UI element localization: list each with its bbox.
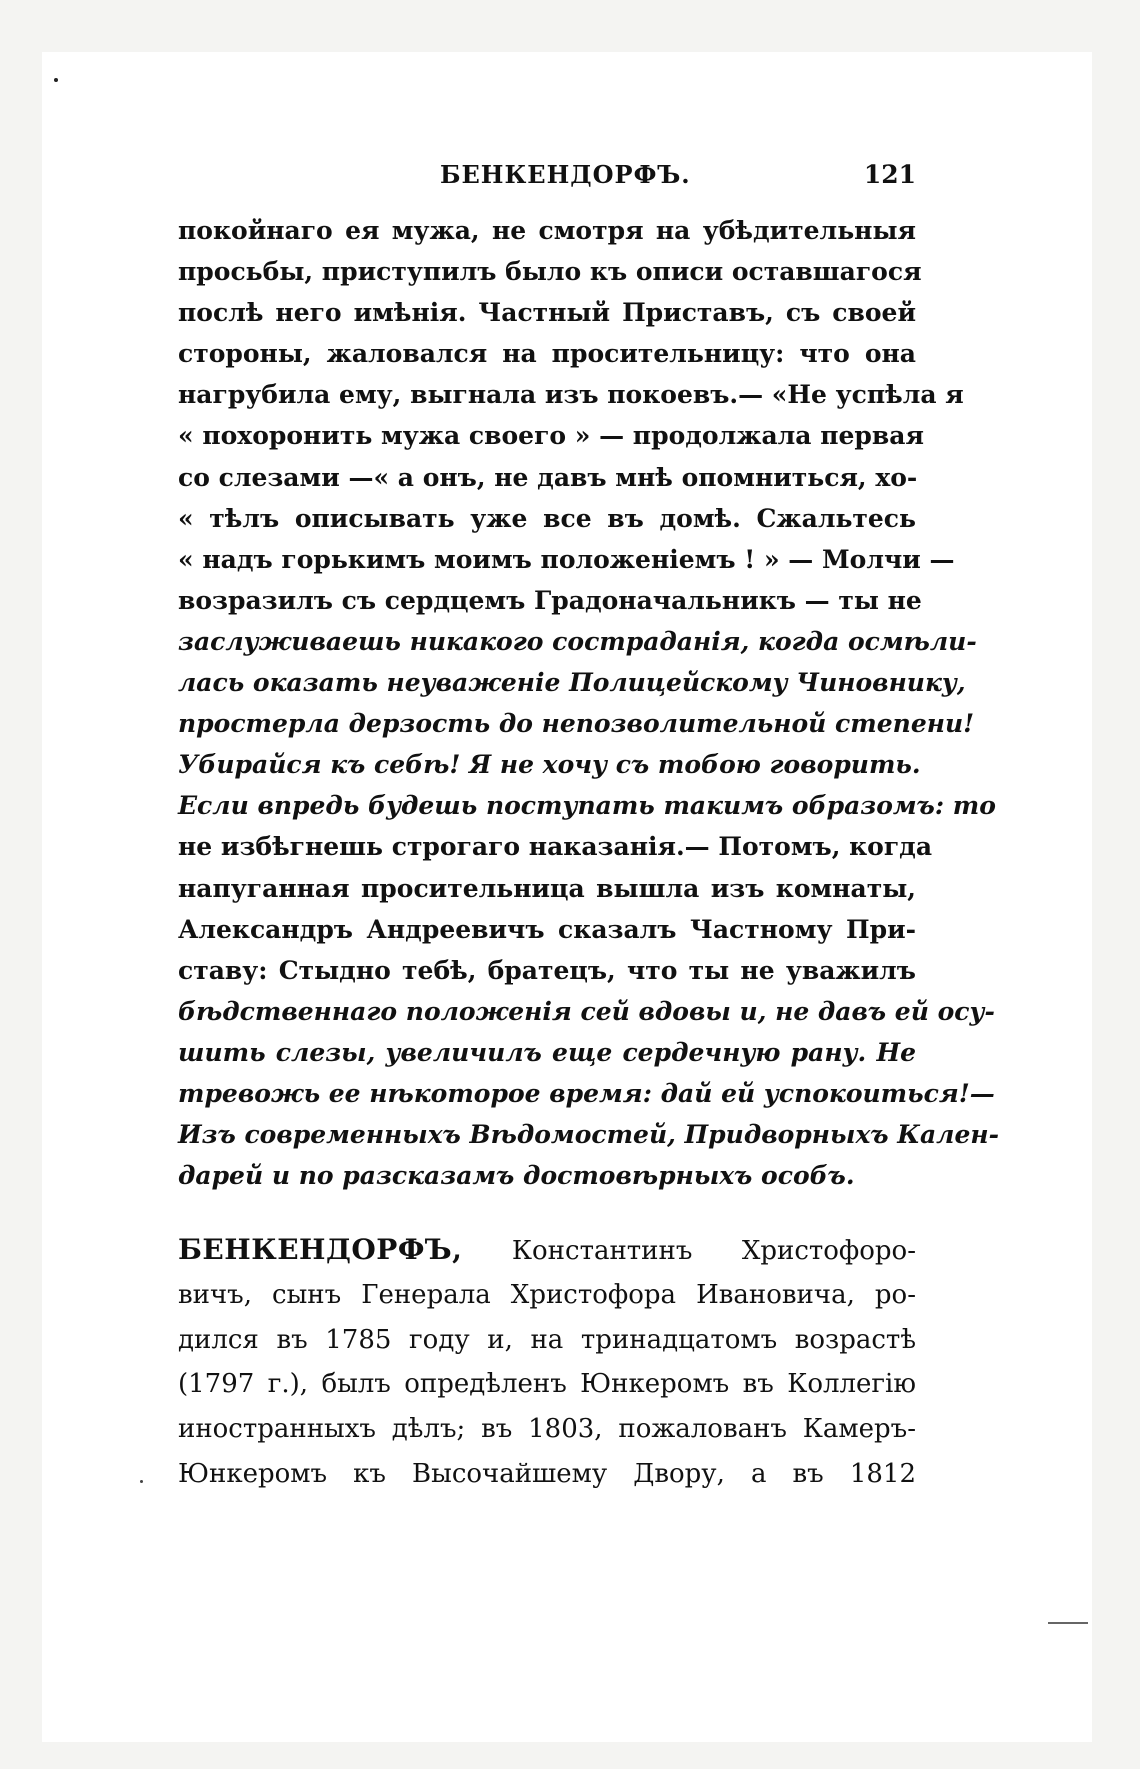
scan-speck [140, 1480, 143, 1483]
text-line: нагрубила ему, выгнала изъ покоевъ.— «Не успѣла я [178, 380, 964, 410]
text-line: ставу: Стыдно тебѣ, братецъ, что ты не уважилъ [178, 955, 916, 985]
text-line: со слезами —« а онъ, не давъ мнѣ опомниться, хо- [178, 462, 918, 492]
text-line: тревожь ее нѣкоторое время: дай ей успокоиться!— [178, 1078, 995, 1108]
text-line: « надъ горькимъ моимъ положеніемъ ! » — Молчи — [178, 544, 955, 574]
text-line: не избѣгнешь строгаго наказанія.— Потомъ, когда [178, 832, 933, 862]
entry-benkendorf [178, 1228, 916, 1497]
running-title: БЕНКЕНДОРФЪ. [440, 160, 691, 189]
text-line: Юнкеромъ къ Высочайшему Двору, а въ 1812 [178, 1458, 916, 1489]
text-line: простерла дерзость до непозволительной степени! [178, 709, 975, 739]
text-line: просьбы, приступилъ было къ описи оставшагося [178, 257, 922, 287]
text-line: Изъ современныхъ Вѣдомостей, Придворныхъ Кален- [178, 1120, 999, 1150]
entry-heading: БЕНКЕНДОРФЪ, [178, 1233, 463, 1266]
text-line: заслуживаешь никакого состраданія, когда осмѣли- [178, 626, 977, 656]
paragraph-1 [178, 210, 999, 1196]
scan-speck [54, 78, 58, 82]
text-line: стороны, жаловался на просительницу: что она [178, 339, 916, 369]
text-line: напуганная просительница вышла изъ комнаты, [178, 873, 916, 903]
page-number: 121 [863, 160, 916, 189]
text-line: бѣдственнаго положенія сей вдовы и, не давъ ей осу- [178, 996, 995, 1026]
text-line: покойнаго ея мужа, не смотря на убѣдительныя [178, 216, 916, 245]
text-line: лась оказать неуваженіе Полицейскому Чиновнику, [178, 668, 966, 698]
text-line: иностранныхъ дѣлъ; въ 1803, пожалованъ Камеръ- [178, 1414, 916, 1445]
text-line: шить слезы, увеличилъ еще сердечную рану. Не [178, 1037, 916, 1067]
text-line: (1797 г.), былъ опредѣленъ Юнкеромъ въ Коллегію [178, 1369, 916, 1400]
text-line: Если впредь будешь поступать такимъ образомъ: то [178, 791, 996, 821]
text-line: Убирайся къ себѣ! Я не хочу съ тобою говорить. [178, 750, 921, 780]
entry-first-line-text: Константинъ Христофоро- [511, 1236, 916, 1266]
text-line: Александръ Андреевичъ сказалъ Частному При- [178, 914, 916, 944]
text-line: « похоронить мужа своего » — продолжала первая [178, 421, 924, 451]
text-line: дился въ 1785 году и, на тринадцатомъ возрастѣ [178, 1324, 916, 1355]
entry-first-line [178, 1228, 916, 1273]
text-line: дарей и по разсказамъ достовѣрныхъ особъ. [178, 1161, 855, 1191]
text-line: послѣ него имѣнія. Частный Приставъ, съ своей [178, 298, 916, 328]
text-line: вичъ, сынъ Генерала Христофора Ивановича, ро- [178, 1279, 916, 1310]
text-line: возразилъ съ сердцемъ Градоначальникъ — ты не [178, 585, 922, 615]
text-line: « тѣлъ описывать уже все въ домѣ. Сжальтесь [178, 503, 916, 533]
scan-mark [1048, 1622, 1088, 1624]
running-head [178, 160, 938, 200]
